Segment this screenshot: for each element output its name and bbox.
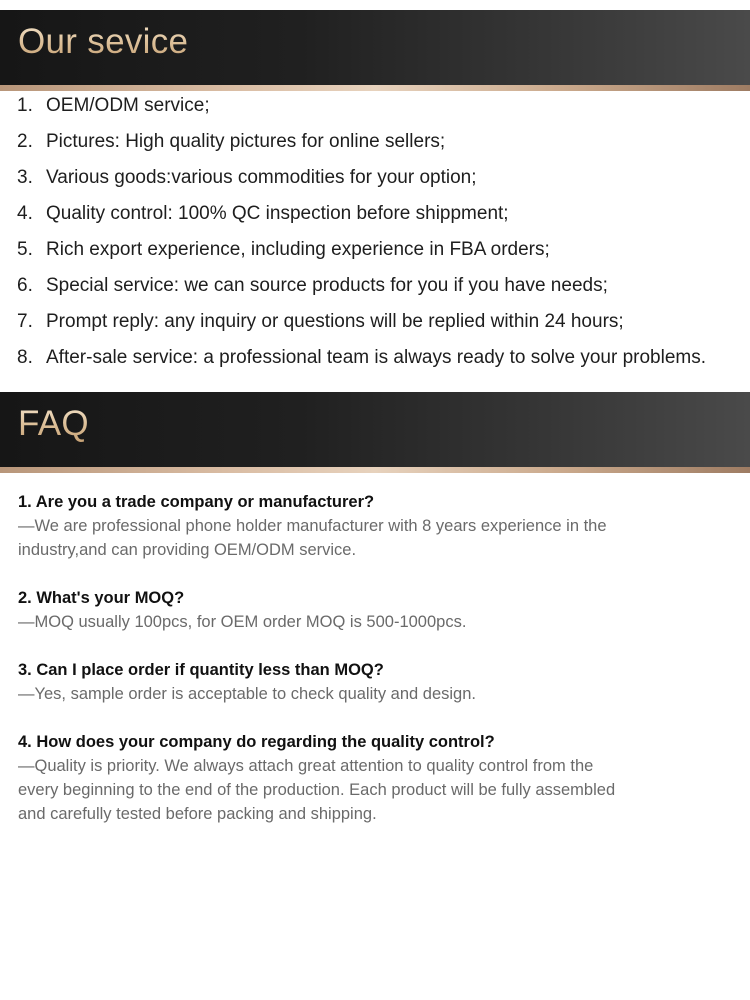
service-item-number: 6. [17, 275, 33, 296]
faq-answer-line: —MOQ usually 100pcs, for OEM order MOQ is 500-1000pcs. [18, 613, 467, 631]
faq-question: 1. Are you a trade company or manufacturer? [18, 493, 375, 511]
faq-item [18, 658, 738, 706]
service-item [0, 304, 750, 340]
service-item [0, 232, 750, 268]
service-item-number: 5. [17, 239, 33, 260]
faq-question: 3. Can I place order if quantity less than MOQ? [18, 661, 384, 679]
faq-section-header [0, 392, 750, 467]
service-item-number: 3. [17, 167, 33, 188]
service-list [0, 88, 750, 376]
service-item-number: 7. [17, 311, 33, 332]
service-item-text: Various goods:various commodities for your option; [46, 167, 477, 188]
faq-answer-line: —Quality is priority. We always attach great attention to quality control from the [18, 757, 594, 775]
faq-section-title: FAQ [18, 404, 89, 443]
faq-question: 4. How does your company do regarding the quality control? [18, 733, 495, 751]
service-item-number: 4. [17, 203, 33, 224]
faq-question: 2. What's your MOQ? [18, 589, 185, 607]
faq-answer-line: industry,and can providing OEM/ODM service. [18, 541, 357, 559]
faq-item [18, 586, 738, 634]
service-item [0, 196, 750, 232]
faq-item [18, 490, 738, 562]
service-section-title: Our sevice [18, 22, 189, 61]
service-item-number: 8. [17, 347, 33, 368]
faq-answer-line: every beginning to the end of the production. Each product will be fully assembled [18, 781, 616, 799]
service-item [0, 268, 750, 304]
faq-answer-line: —Yes, sample order is acceptable to check quality and design. [18, 685, 476, 703]
service-section-header [0, 10, 750, 85]
faq-answer-line: and carefully tested before packing and shipping. [18, 805, 377, 823]
faq-answer-line: —We are professional phone holder manufacturer with 8 years experience in the [18, 517, 607, 535]
service-item [0, 88, 750, 124]
service-item [0, 124, 750, 160]
header-accent-strip [0, 467, 750, 473]
service-item-text: Prompt reply: any inquiry or questions will be replied within 24 hours; [46, 311, 624, 332]
service-item-text: Special service: we can source products for you if you have needs; [46, 275, 608, 296]
service-item-text: OEM/ODM service; [46, 95, 210, 116]
service-item-text: Quality control: 100% QC inspection before shippment; [46, 203, 509, 224]
faq-item [18, 730, 738, 826]
service-item [0, 160, 750, 196]
service-item-text: Pictures: High quality pictures for online sellers; [46, 131, 446, 152]
service-item [0, 340, 750, 376]
service-item-number: 1. [17, 95, 33, 116]
service-item-text: Rich export experience, including experience in FBA orders; [46, 239, 550, 260]
service-item-number: 2. [17, 131, 33, 152]
service-item-text: After-sale service: a professional team is always ready to solve your problems. [46, 347, 706, 368]
